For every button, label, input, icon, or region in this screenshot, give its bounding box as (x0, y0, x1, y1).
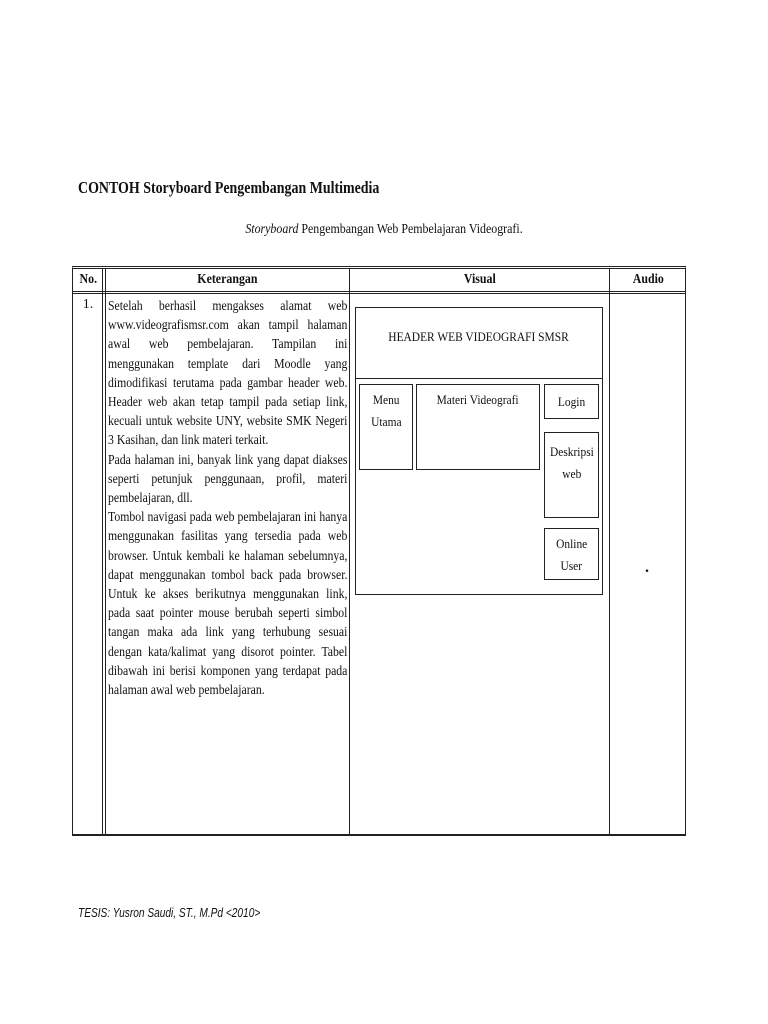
header-visual: Visual (463, 272, 496, 287)
web-layout-mockup (355, 307, 603, 595)
mockup-online-user: Online User (544, 528, 599, 580)
row-number: 1. (82, 297, 94, 312)
column-divider (102, 269, 106, 834)
row-description (108, 297, 347, 700)
header-keterangan: Keterangan (196, 272, 258, 287)
storyboard-table (72, 266, 686, 836)
mockup-deskripsi-web: Deskripsi web (544, 432, 599, 518)
subtitle-rest: Pengembangan Web Pembelajaran Videografi. (298, 222, 523, 237)
mockup-menu-utama: Menu Utama (359, 384, 413, 470)
header-no: No. (79, 272, 97, 287)
column-divider (609, 269, 610, 834)
audio-cell-value: . (645, 559, 649, 576)
footer-thesis-credit: TESIS: Yusron Saudi, ST., M.Pd <2010> (78, 905, 261, 920)
description-paragraph: Pada halaman ini, banyak link yang dapat diakses seperti petunjuk penggunaan, profil, materi pembelajaran, dll. (108, 452, 348, 507)
description-paragraph: Setelah berhasil mengakses alamat web www.videografismsr.com akan tampil halaman awal web pembelajaran. Tampilan ini menggunakan template dari Moodle yang dimodifikasi terutama pada gambar header web. Header web akan tetap tampil pada setiap link, kecuali untuk website UNY, website SMK Negeri 3 Kasihan, dan link materi terkait. (108, 299, 348, 449)
mockup-header: HEADER WEB VIDEOGRAFI SMSR (355, 307, 603, 379)
mockup-login: Login (544, 384, 599, 419)
description-paragraph: Tombol navigasi pada web pembelajaran ini hanya menggunakan fasilitas yang tersedia pada web browser. Untuk kembali ke halaman sebelumnya, dapat menggunakan tombol back pada browser. Untuk ke akses berikutnya menggunakan link, pada saat pointer mouse berubah seperti simbol tangan maka ada link yang terhubung sesuai dengan kata/kalimat yang disorot pointer. Tabel dibawah ini berisi komponen yang terdapat pada halaman awal web pembelajaran. (108, 510, 348, 699)
table-header-row (73, 269, 685, 294)
column-divider (349, 269, 350, 834)
mockup-materi-videografi: Materi Videografi (416, 384, 540, 470)
storyboard-subtitle (58, 222, 711, 238)
header-audio: Audio (632, 272, 664, 287)
document-heading: CONTOH Storyboard Pengembangan Multimedia (78, 178, 380, 197)
subtitle-italic: Storyboard (245, 222, 299, 237)
